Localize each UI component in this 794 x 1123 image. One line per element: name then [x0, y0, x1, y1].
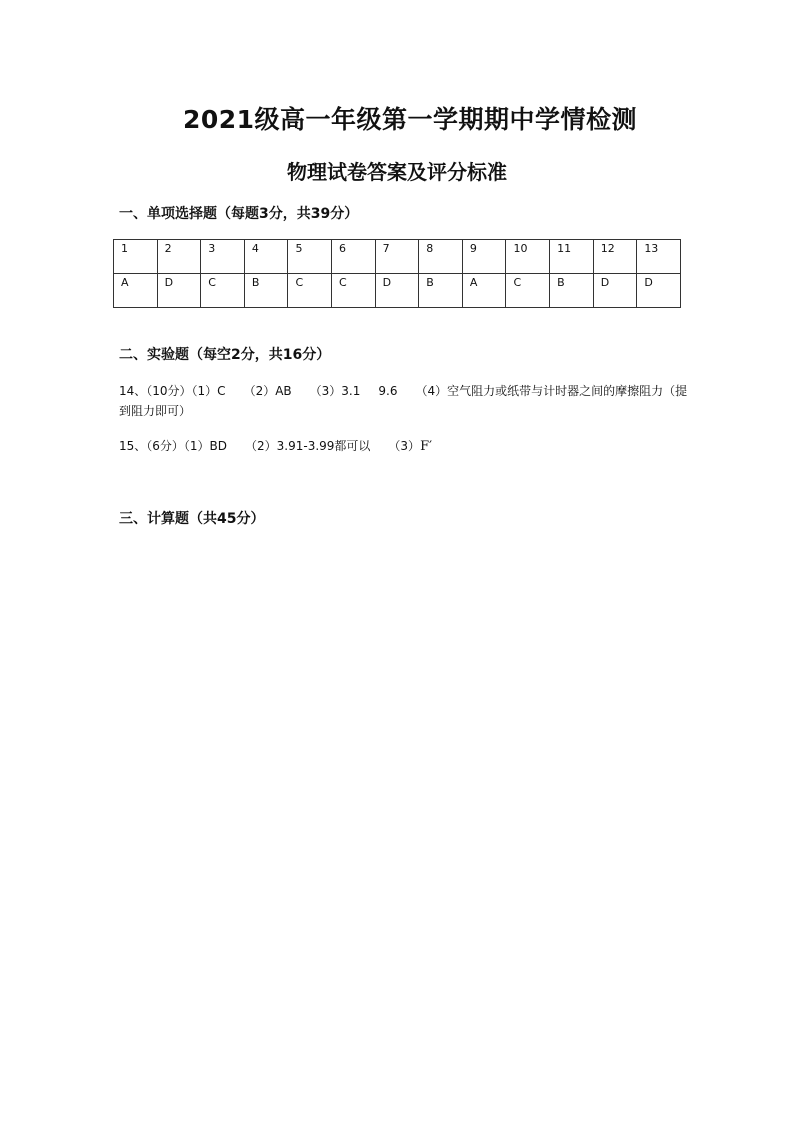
table-cell: D [157, 274, 201, 308]
table-cell: 5 [288, 240, 332, 274]
table-cell: C [332, 274, 376, 308]
section-heading-single-choice: 一、单项选择题（每题3分，共39分） [119, 206, 359, 222]
table-cell: 10 [506, 240, 550, 274]
answer-table [113, 239, 681, 308]
table-row-answers [114, 274, 681, 308]
section-heading-calculation: 三、计算题（共45分） [119, 511, 265, 527]
table-cell: 3 [201, 240, 245, 274]
table-cell: 2 [157, 240, 201, 274]
table-cell: B [419, 274, 463, 308]
table-cell: A [114, 274, 158, 308]
q15-part-1: （1）BD [183, 439, 228, 453]
table-cell: 9 [462, 240, 506, 274]
page-title: 2021级高一年级第一学期期中学情检测 [182, 105, 638, 134]
q15-prefix: 15、（6分） [119, 439, 184, 453]
q14-part-2: （2）AB [243, 384, 292, 398]
table-cell: B [550, 274, 594, 308]
table-cell: C [201, 274, 245, 308]
q15-formula: F′ [420, 439, 433, 454]
table-cell: 7 [375, 240, 419, 274]
table-cell: D [593, 274, 637, 308]
q14-part-3b: 9.6 [378, 384, 398, 398]
table-cell: B [244, 274, 288, 308]
table-cell: 8 [419, 240, 463, 274]
table-cell: 6 [332, 240, 376, 274]
q14-part-4: （4）空气阻力或纸带与计时器之间的摩擦阻力（提到阻力即可） [119, 384, 688, 418]
table-cell: 4 [244, 240, 288, 274]
q15-part-2: （2）3.91-3.99都可以 [245, 439, 371, 453]
q15-part-3: （3） [388, 439, 421, 453]
table-cell: 11 [550, 240, 594, 274]
table-cell: D [637, 274, 681, 308]
table-cell: C [506, 274, 550, 308]
table-cell: 12 [593, 240, 637, 274]
q14-part-3: （3）3.1 [309, 384, 361, 398]
answer-q14 [119, 381, 689, 421]
table-cell: C [288, 274, 332, 308]
section-heading-experiment: 二、实验题（每空2分，共16分） [119, 347, 331, 363]
table-cell: 1 [114, 240, 158, 274]
table-row-question-numbers [114, 240, 681, 274]
table-cell: D [375, 274, 419, 308]
table-cell: 13 [637, 240, 681, 274]
q14-prefix: 14、（10分） [119, 384, 192, 398]
answer-q15 [119, 436, 689, 457]
table-cell: A [462, 274, 506, 308]
q14-part-1: （1）C [191, 384, 226, 398]
page-subtitle: 物理试卷答案及评分标准 [287, 160, 507, 184]
